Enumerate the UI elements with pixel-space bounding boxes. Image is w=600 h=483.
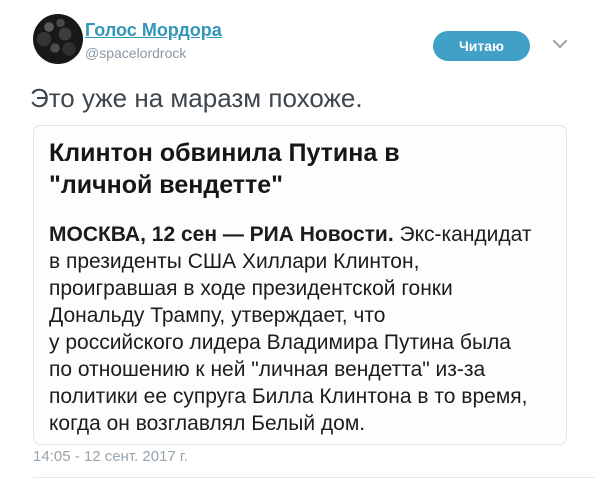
avatar[interactable] <box>33 14 83 64</box>
article-body-line: у российского лидера Владимира Путина была <box>49 331 511 354</box>
following-button[interactable]: Читаю <box>433 31 530 61</box>
article-headline-line: Клинтон обвинила Путина в <box>49 139 400 167</box>
article-body-line: по отношению к ней "личная вендетта" из-за <box>49 358 486 381</box>
divider <box>33 477 595 478</box>
author-block <box>85 20 222 61</box>
author-name-link[interactable]: Голос Мордора <box>85 20 222 40</box>
timestamp: 14:05 - 12 сент. 2017 г. <box>33 448 188 465</box>
article-body-line: в президенты США Хиллари Клинтон, <box>49 250 420 273</box>
article-headline <box>49 137 551 201</box>
article-body-line <box>49 221 551 248</box>
tweet-text: Это уже на маразм похоже. <box>30 83 363 113</box>
article-headline-line: "личной вендетте" <box>49 171 284 199</box>
article-body-text: Экс-кандидат <box>393 223 532 246</box>
article-body-line: когда он возглавлял Белый дом. <box>49 412 366 435</box>
article-body-line: политики ее супруга Билла Клинтона в то время, <box>49 385 528 408</box>
article-body <box>49 221 551 437</box>
article-body-line: Дональду Трампу, утверждает, что <box>49 304 386 327</box>
article-body-line: проигравшая в ходе президентской гонки <box>49 277 453 300</box>
chevron-down-icon[interactable] <box>551 37 569 51</box>
article-dateline: МОСКВА, 12 сен — РИА Новости. <box>49 223 394 246</box>
author-handle: @spacelordrock <box>85 45 187 61</box>
quoted-article-image[interactable] <box>33 125 567 445</box>
